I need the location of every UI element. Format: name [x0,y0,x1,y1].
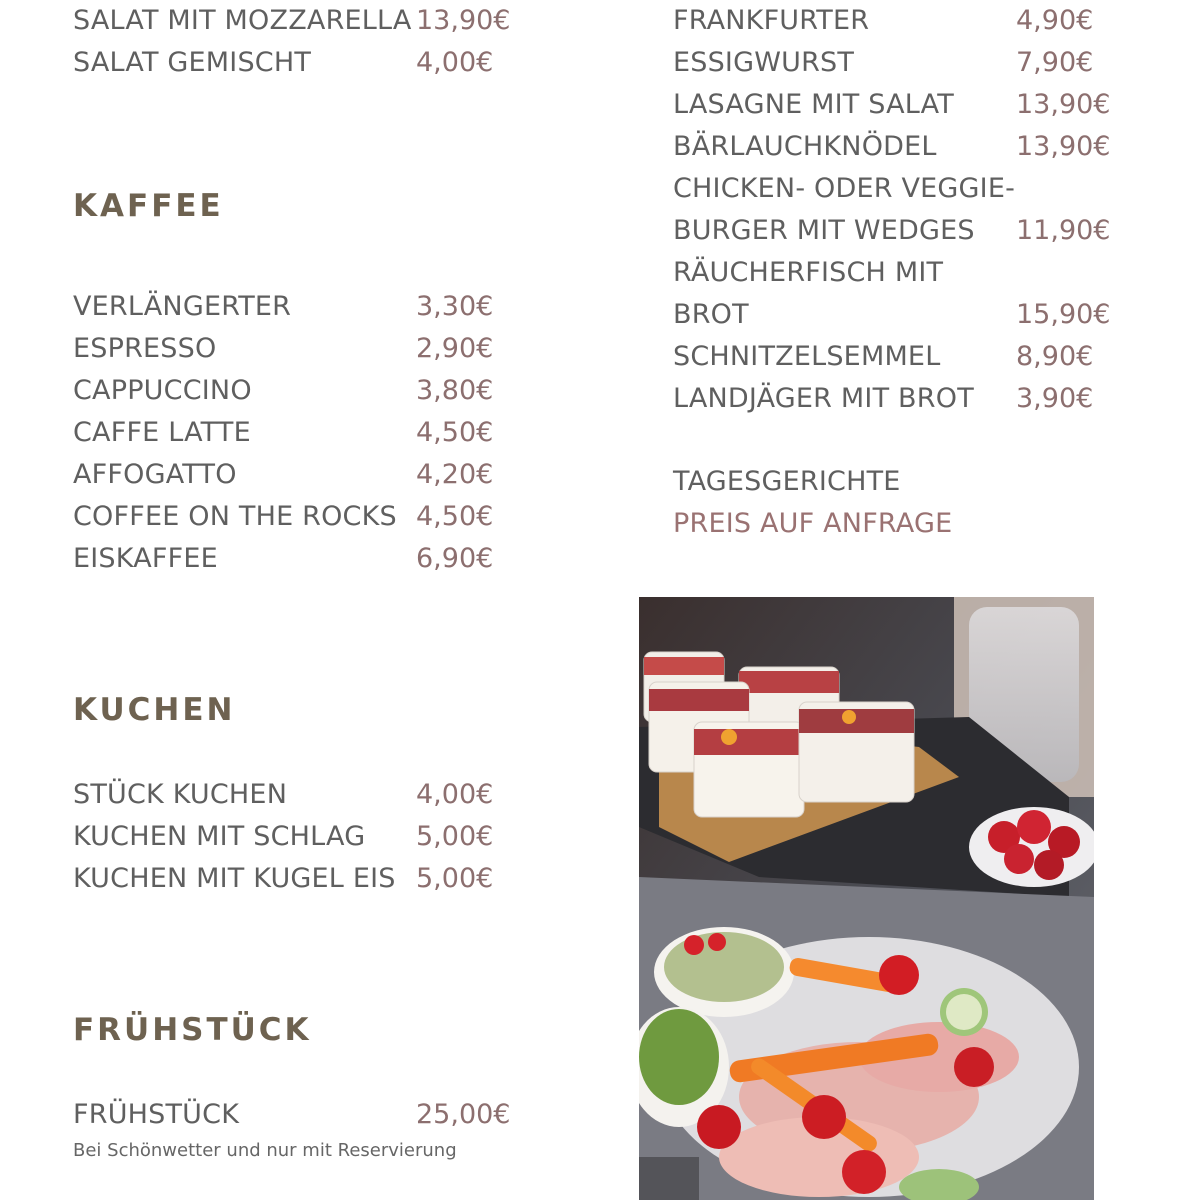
menu-item-price: 3,90€ [1016,383,1094,414]
menu-item-price: 5,00€ [416,821,494,852]
menu-item-price: 4,00€ [416,779,494,810]
menu-item-price: 4,90€ [1016,5,1094,36]
menu-item-name: RÄUCHERFISCH MIT [673,257,944,288]
daily-specials-label: TAGESGERICHTE [673,466,901,497]
menu-item-name: VERLÄNGERTER [73,291,292,322]
menu-item-price: 11,90€ [1016,215,1111,246]
menu-item-price: 8,90€ [1016,341,1094,372]
menu-item-name: CAPPUCCINO [73,375,252,406]
menu-item-name: LANDJÄGER MIT BROT [673,383,974,414]
menu-item-name: FRANKFURTER [673,5,870,36]
menu-item-price: 3,30€ [416,291,494,322]
menu-item-price: 4,00€ [416,47,494,78]
menu-item-name: BROT [673,299,749,330]
menu-item-name: AFFOGATTO [73,459,237,490]
menu-item-price: 4,50€ [416,501,494,532]
menu-item-name: CAFFE LATTE [73,417,251,448]
menu-item-price: 5,00€ [416,863,494,894]
menu-item-name: CHICKEN- ODER VEGGIE- [673,173,1016,204]
menu-item-name: BURGER MIT WEDGES [673,215,975,246]
menu-item-price: 15,90€ [1016,299,1111,330]
menu-item-name: SALAT GEMISCHT [73,47,312,78]
menu-item-price: 13,90€ [416,5,511,36]
menu-item-price: 2,90€ [416,333,494,364]
menu-item-price: 6,90€ [416,543,494,574]
menu-item-price: 3,80€ [416,375,494,406]
menu-item-name: LASAGNE MIT SALAT [673,89,954,120]
menu-item-name: ESPRESSO [73,333,217,364]
menu-item-name: EISKAFFEE [73,543,218,574]
menu-item-name: KUCHEN MIT SCHLAG [73,821,366,852]
section-heading-fruehstueck: FRÜHSTÜCK [73,1012,312,1048]
menu-item-name: FRÜHSTÜCK [73,1099,240,1130]
menu-item-name: BÄRLAUCHKNÖDEL [673,131,937,162]
menu-item-name: SCHNITZELSEMMEL [673,341,941,372]
section-heading-kaffee: KAFFEE [73,188,224,224]
price-on-request-label: PREIS AUF ANFRAGE [673,508,953,539]
reservation-note: Bei Schönwetter und nur mit Reservierung [73,1140,457,1161]
menu-item-price: 7,90€ [1016,47,1094,78]
food-photo [639,597,1094,1200]
menu-item-name: COFFEE ON THE ROCKS [73,501,397,532]
menu-item-price: 25,00€ [416,1099,511,1130]
menu-item-name: KUCHEN MIT KUGEL EIS [73,863,396,894]
menu-item-price: 13,90€ [1016,89,1111,120]
menu-item-name: SALAT MIT MOZZARELLA [73,5,412,36]
menu-item-name: ESSIGWURST [673,47,855,78]
menu-item-price: 13,90€ [1016,131,1111,162]
menu-item-price: 4,20€ [416,459,494,490]
menu-item-name: STÜCK KUCHEN [73,779,288,810]
menu-item-price: 4,50€ [416,417,494,448]
section-heading-kuchen: KUCHEN [73,692,236,728]
